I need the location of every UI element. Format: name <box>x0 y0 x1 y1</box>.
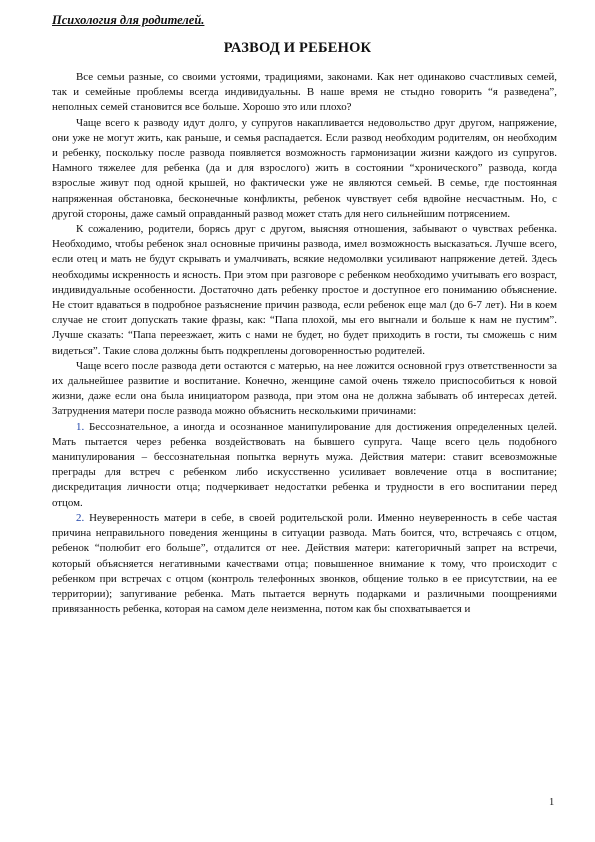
paragraph: К сожалению, родители, борясь друг с другом, выясняя отношения, забывают о чувствах ребенка. Необходимо, чтобы ребенок знал основные причины развода, имел возможность высказаться. Лучше всего, если отец и мать не будут скрывать и умалчивать, всякие недомолвки усиливают напряжение детей. Здесь необходимы искренность и ясность. При этом при разговоре с ребенком необходимо учитывать его возраст, индивидуальные особенности. Достаточно дать ребенку простое и доступное его пониманию объяснение. Не стоит вдаваться в подробное разъяснение причин развода, если ребенок еще мал (до 6-7 лет). Ни в коем случае не стоит допускать такие фразы, как: “Папа плохой, мы его выгнали и больше к нам не пустим”. Лучше сказать: “Папа переезжает, жить с нами не будет, но будет приходить в гости, ты сможешь с ним видеться”. Такие слова должны быть подкреплены договоренностью родителей. <box>52 223 557 357</box>
list-item <box>52 420 557 511</box>
document-body <box>52 70 557 617</box>
list-item <box>52 511 557 617</box>
paragraph: Чаще всего к разводу идут долго, у супругов накапливается недовольство друг другом, напряжение, они уже не могут жить, как раньше, и семья распадается. Если развод необходим родителям, он необходим и ребенку, поскольку после развода появляется возможность гармонизации жизни каждого из супругов. Намного тяжелее для ребенка (да и для взрослого) жить в состоянии “хронического” развода, когда взрослые живут под одной крышей, но фактически уже не являются семьей. В семье, где постоянная напряженная обстановка, бесконечные конфликты, ребенок чувствует себя вдвойне несчастным. Но, с другой стороны, даже самый оправданный развод может стать для него сильнейшим потрясением. <box>52 116 557 220</box>
list-number: 1. <box>76 420 85 433</box>
paragraph: Чаще всего после развода дети остаются с матерью, на нее ложится основной груз ответственности за их дальнейшее развитие и воспитание. Конечно, женщине самой очень тяжело приспособиться к новой жизни, даже если она была инициатором развода, при этом она не должна забывать об интересах детей. Затруднения матери после развода можно объяснить несколькими причинами: <box>52 359 557 418</box>
list-item-text: Бессознательное, а иногда и осознанное манипулирование для достижения определенных целей. Мать пытается через ребенка воздействовать на бывшего супруга. Чаще всего цель подобного манипулирования – бессознательная попытка вернуть мужа. Действия матери: ставит всевозможные преграды для встреч с ребенком либо искусственно усиливает вовлечение отца в воспитание; дискредитация личности отца; подчеркивает недостатки ребенка и трудности в его воспитании перед отцом. <box>52 420 557 509</box>
document-title: РАЗВОД И РЕБЕНОК <box>223 40 372 56</box>
list-item-text: Неуверенность матери в себе, в своей родительской роли. Именно неуверенность в себе частая причина неправильного поведения женщины в ситуации развода. Мать боится, что, встречаясь с отцом, ребенок “полюбит его больше”, отдалится от нее. Действия матери: категоричный запрет на встречи, который объясняется негативными качествами отца; повышенное внимание к тому, что происходит с ребенком при встречах с отцом (контроль телефонных звонков, общение только в ее присутствии, на ее территории); запугивание ребенка. Мать пытается вернуть подарками и различными поощрениями привязанность ребенка, которая на самом деле неизменна, потом как бы спохватывается и <box>52 511 557 616</box>
page-number: 1 <box>549 797 555 808</box>
paragraph: Все семьи разные, со своими устоями, традициями, законами. Как нет одинаково счастливых семей, так и семейные проблемы всегда индивидуальны. В наше время не стыдно говорить “я разведена”, неполных семей становится все больше. Хорошо это или плохо? <box>52 71 557 114</box>
list-number: 2. <box>76 511 85 524</box>
page-header: Психология для родителей. <box>52 13 205 27</box>
